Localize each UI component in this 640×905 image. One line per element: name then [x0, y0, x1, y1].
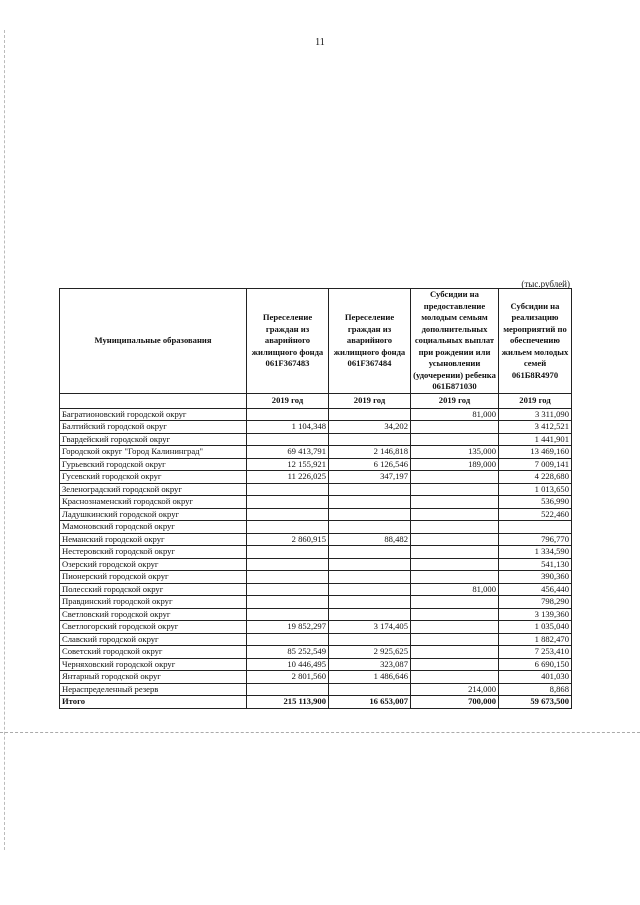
amount-cell: 1 334,590: [499, 546, 572, 559]
amount-cell: 541,130: [499, 558, 572, 571]
amount-cell: 214,000: [411, 683, 499, 696]
amount-cell: 347,197: [329, 471, 411, 484]
municipality-name-cell: Черняховский городской округ: [60, 658, 247, 671]
table-row: [60, 533, 572, 546]
amount-cell: 1 035,040: [499, 621, 572, 634]
municipality-name-cell: Гурьевский городской округ: [60, 458, 247, 471]
amount-cell: 12 155,921: [247, 458, 329, 471]
amount-cell: 19 852,297: [247, 621, 329, 634]
municipality-name-cell: Городской округ "Город Калининград": [60, 446, 247, 459]
amount-cell: 1 486,646: [329, 671, 411, 684]
amount-cell: [329, 608, 411, 621]
total-row: [60, 696, 572, 709]
amount-cell: 3 174,405: [329, 621, 411, 634]
municipality-name-cell: Советский городской округ: [60, 646, 247, 659]
budget-table: [59, 288, 572, 709]
header-young-families-payments: Субсидии на предоставление молодым семьям дополнительных социальных выплат при рождении или усыновлении (удочерении) ребенка 061Б871030: [411, 289, 499, 394]
table-row: [60, 546, 572, 559]
year-cell: 2019 год: [499, 393, 572, 408]
header-young-families-housing: Субсидии на реализацию мероприятий по обеспечению жильем молодых семей 061Б8R4970: [499, 289, 572, 394]
amount-cell: [329, 683, 411, 696]
amount-cell: [411, 421, 499, 434]
amount-cell: 8,868: [499, 683, 572, 696]
amount-cell: 59 673,500: [499, 696, 572, 709]
municipality-name-cell: Балтийский городской округ: [60, 421, 247, 434]
amount-cell: 2 146,818: [329, 446, 411, 459]
amount-cell: 1 013,650: [499, 483, 572, 496]
amount-cell: 34,202: [329, 421, 411, 434]
amount-cell: [247, 521, 329, 534]
amount-cell: [411, 483, 499, 496]
amount-cell: 1 882,470: [499, 633, 572, 646]
amount-cell: [329, 521, 411, 534]
amount-cell: 7 009,141: [499, 458, 572, 471]
amount-cell: [411, 508, 499, 521]
table-row: [60, 596, 572, 609]
amount-cell: 536,990: [499, 496, 572, 509]
municipality-name-cell: Полесский городской округ: [60, 583, 247, 596]
amount-cell: 3 139,360: [499, 608, 572, 621]
amount-cell: [411, 433, 499, 446]
table-row: [60, 458, 572, 471]
amount-cell: [411, 596, 499, 609]
municipality-name-cell: Озерский городской округ: [60, 558, 247, 571]
amount-cell: 700,000: [411, 696, 499, 709]
amount-cell: 3 412,521: [499, 421, 572, 434]
amount-cell: 390,360: [499, 571, 572, 584]
table-row: [60, 683, 572, 696]
municipality-name-cell: Итого: [60, 696, 247, 709]
amount-cell: [247, 571, 329, 584]
municipality-name-cell: Нераспределенный резерв: [60, 683, 247, 696]
amount-cell: 13 469,160: [499, 446, 572, 459]
municipality-name-cell: Светлогорский городской округ: [60, 621, 247, 634]
amount-cell: [411, 521, 499, 534]
header-resettlement-483: Переселение граждан из аварийного жилищного фонда 061F367483: [247, 289, 329, 394]
municipality-name-cell: Краснознаменский городской округ: [60, 496, 247, 509]
amount-cell: 81,000: [411, 408, 499, 421]
amount-cell: 6 126,546: [329, 458, 411, 471]
amount-cell: [247, 483, 329, 496]
amount-cell: 3 311,090: [499, 408, 572, 421]
amount-cell: 796,770: [499, 533, 572, 546]
municipality-name-cell: Ладушкинский городской округ: [60, 508, 247, 521]
header-municipalities: Муниципальные образования: [60, 289, 247, 394]
amount-cell: [329, 558, 411, 571]
table-row: [60, 496, 572, 509]
municipality-name-cell: Пионерский городской округ: [60, 571, 247, 584]
table-row: [60, 583, 572, 596]
page-number: 11: [315, 37, 325, 48]
amount-cell: 189,000: [411, 458, 499, 471]
margin-dashed-line: [4, 30, 5, 850]
amount-cell: [411, 608, 499, 621]
amount-cell: [247, 683, 329, 696]
year-cell: 2019 год: [247, 393, 329, 408]
amount-cell: 4 228,680: [499, 471, 572, 484]
amount-cell: 7 253,410: [499, 646, 572, 659]
table-row: [60, 658, 572, 671]
amount-cell: 522,460: [499, 508, 572, 521]
amount-cell: [411, 646, 499, 659]
amount-cell: 6 690,150: [499, 658, 572, 671]
amount-cell: [411, 671, 499, 684]
table-row: [60, 483, 572, 496]
table-row: [60, 433, 572, 446]
table-row: [60, 646, 572, 659]
amount-cell: [329, 633, 411, 646]
municipality-name-cell: Неманский городской округ: [60, 533, 247, 546]
amount-cell: [411, 496, 499, 509]
amount-cell: [411, 571, 499, 584]
amount-cell: [247, 433, 329, 446]
amount-cell: [411, 533, 499, 546]
amount-cell: 401,030: [499, 671, 572, 684]
amount-cell: 88,482: [329, 533, 411, 546]
amount-cell: [329, 596, 411, 609]
amount-cell: 16 653,007: [329, 696, 411, 709]
municipality-name-cell: Нестеровский городской округ: [60, 546, 247, 559]
municipality-name-cell: Светловский городской округ: [60, 608, 247, 621]
amount-cell: 456,440: [499, 583, 572, 596]
amount-cell: 135,000: [411, 446, 499, 459]
amount-cell: 2 801,560: [247, 671, 329, 684]
amount-cell: [329, 508, 411, 521]
amount-cell: 81,000: [411, 583, 499, 596]
amount-cell: [247, 546, 329, 559]
units-label: (тыс.рублей): [521, 279, 570, 289]
amount-cell: [411, 658, 499, 671]
year-cell: 2019 год: [411, 393, 499, 408]
table-row: [60, 571, 572, 584]
municipality-name-cell: Зеленоградский городской округ: [60, 483, 247, 496]
amount-cell: 323,087: [329, 658, 411, 671]
amount-cell: 2 925,625: [329, 646, 411, 659]
table-row: [60, 558, 572, 571]
table-row: [60, 421, 572, 434]
municipality-name-cell: Багратионовский городской округ: [60, 408, 247, 421]
table-row: [60, 446, 572, 459]
year-row: [60, 393, 572, 408]
amount-cell: 11 226,025: [247, 471, 329, 484]
amount-cell: [247, 508, 329, 521]
municipality-name-cell: Правдинский городской округ: [60, 596, 247, 609]
amount-cell: [329, 433, 411, 446]
amount-cell: [329, 408, 411, 421]
amount-cell: 69 413,791: [247, 446, 329, 459]
amount-cell: 798,290: [499, 596, 572, 609]
table-row: [60, 408, 572, 421]
municipality-name-cell: Мамоновский городской округ: [60, 521, 247, 534]
amount-cell: 1 104,348: [247, 421, 329, 434]
amount-cell: 85 252,549: [247, 646, 329, 659]
table-row: [60, 471, 572, 484]
amount-cell: [411, 621, 499, 634]
table-row: [60, 621, 572, 634]
municipality-name-cell: Гвардейский городской округ: [60, 433, 247, 446]
table-row: [60, 521, 572, 534]
year-cell: 2019 год: [329, 393, 411, 408]
table-row: [60, 608, 572, 621]
amount-cell: [329, 483, 411, 496]
amount-cell: [411, 633, 499, 646]
amount-cell: [247, 596, 329, 609]
municipality-name-cell: Янтарный городской округ: [60, 671, 247, 684]
header-row: [60, 289, 572, 394]
amount-cell: 2 860,915: [247, 533, 329, 546]
amount-cell: [329, 571, 411, 584]
header-resettlement-484: Переселение граждан из аварийного жилищного фонда 061F367484: [329, 289, 411, 394]
amount-cell: 215 113,900: [247, 696, 329, 709]
year-cell: [60, 393, 247, 408]
amount-cell: [411, 471, 499, 484]
municipality-name-cell: Гусевский городской округ: [60, 471, 247, 484]
amount-cell: [247, 608, 329, 621]
amount-cell: [247, 408, 329, 421]
amount-cell: 10 446,495: [247, 658, 329, 671]
amount-cell: [329, 546, 411, 559]
amount-cell: [247, 558, 329, 571]
amount-cell: [499, 521, 572, 534]
amount-cell: [411, 546, 499, 559]
amount-cell: [247, 496, 329, 509]
table-row: [60, 508, 572, 521]
amount-cell: [247, 583, 329, 596]
amount-cell: [247, 633, 329, 646]
amount-cell: [329, 583, 411, 596]
municipality-name-cell: Славский городской округ: [60, 633, 247, 646]
amount-cell: [329, 496, 411, 509]
amount-cell: [411, 558, 499, 571]
table-row: [60, 633, 572, 646]
amount-cell: 1 441,901: [499, 433, 572, 446]
table-row: [60, 671, 572, 684]
scan-fold-line: [0, 732, 640, 733]
